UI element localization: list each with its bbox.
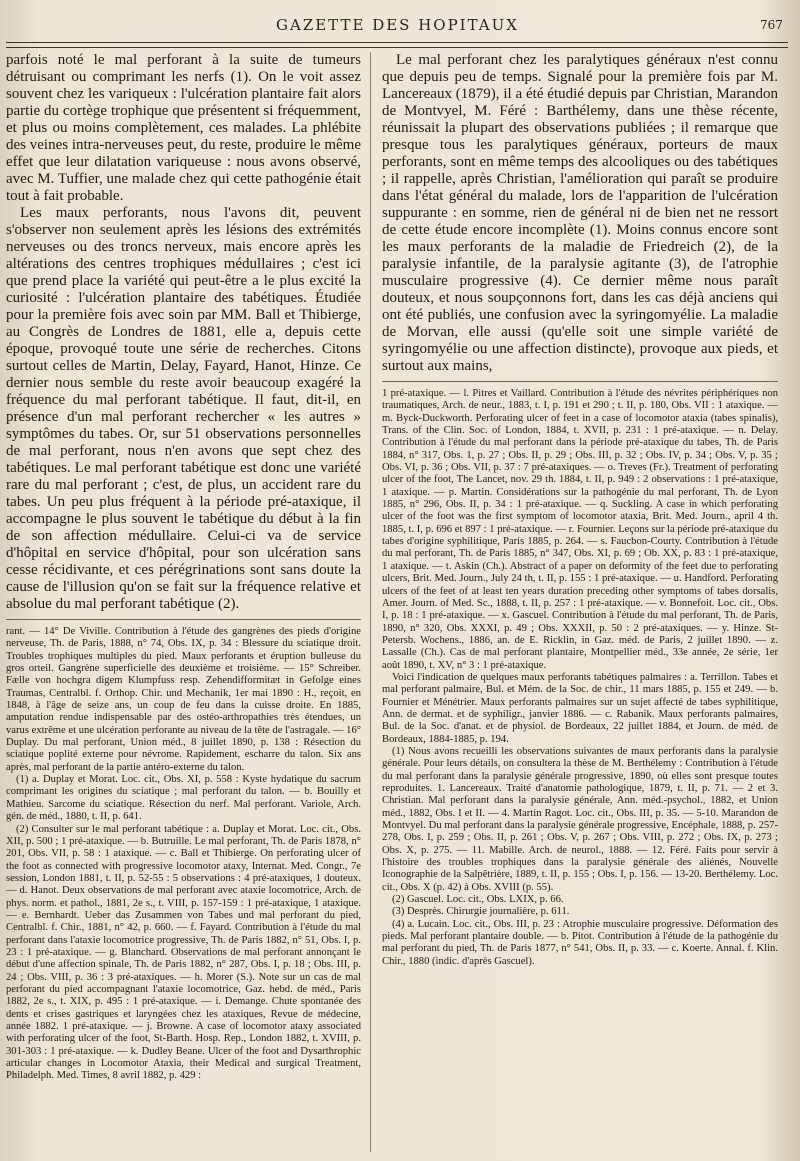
page-header [0,14,800,44]
footnote-1: (1) a. Duplay et Morat. Loc. cit., Obs. XI, p. 558 : Kyste hydatique du sacrum comprimant les origines du sciatique ; mal perforant du talon. — b. Bouilly et Mathieu. Sarcome du sciatique. Résection du nerf. Mal perforant. Variole, Arch. gén. de méd., 1880, t. II, p. 641. [6,774,361,823]
footnote-2: (2) Gascuel. Loc. cit., Obs. LXIX, p. 66. [392,894,564,906]
footnote-rule [6,619,361,620]
footnote-1: (1) Nous avons recueilli les observations suivantes de maux perforants dans la paralysie générale. Pour leurs détails, on consultera la thèse de M. Berthélemy : Contribution à l'étude du mal perforant dans la paralysie générale progressive, 1890, où elles sont presque toutes reproduites. 1. Lancereaux. Traité d'anatomie pathologique, 1879, t. II, p. 71. — 2 et 3. Christian. Mal perforant dans la paralysie générale, Ann. méd.-psychol., 1882, et Union méd., 1882, Obs. I et II. — 4. Martin Ragot. Loc. cit., Obs. III, p. 35. — 5-10. Marandon de Montvyel. Du mal perforant dans la paralysie générale progressive, Encéphale, 1888, p. 257-278, Obs. I, p. 259 ; Obs. II, p. 261 ; Obs. V, p. 267 ; Obs. VIII, p. 272 ; Obs. IX, p. 273 ; Obs. X, p. 275. — 11. Mabille. Arch. de neurol., 1888. — 12. Féré. Faits pour servir à l'histoire des troubles trophiques dans la paralysie générale des aliénés, Nouvelle Iconographie de la Salpêtrière, 1889, t. II, p. 155 ; Obs. I, p. 156. — 13-20. Berthélemy. Loc. cit., Obs. X (p. 42) à Obs. XVIII (p. 55). [382,745,778,893]
footnote-continued: rant. — 14° De Viville. Contribution à l'étude des gangrènes des pieds d'origine nerveuse, Th. de Paris, 1888, n° 74, Obs. IX, p. 34 : Blessure du sciatique droit. Troubles trophiques multiples du pied. Maux perforants et éruption bulleuse du gros orteil. Gangrène superficielle des deuxième et troisième. — 15° Schreiber. Fælle von hochgra digem Klumpfuss resp. Zehendifformitæt in Gefolge eines Traumas, Centralbl. f. Orthop. Chir. und Mechanik, 1er mai 1890 : H., reçoit, en 1848, à l'âge de seize ans, un coup de feu dans la cuisse droite. En 1885, amputation rendue indispensable par des ostéo-arthropathies très étendues, un varus extrême et une ulcération perforante au niveau de la tête de l'astragale. — 16° Duplay. Du mal perforant, Union méd., 8 juillet 1890, p. 138 : Résection du sciatique poplité externe pour névrome. Rapidement, escharre du talon. Six ans après, mal perforant de la partie antéro-externe du talon. [6,626,361,773]
header-rule [6,42,788,48]
left-body-paragraph-2: Les maux perforants, nous l'avons dit, peuvent s'observer non seulement après les lésions des extrémités nerveuses ou des troncs nerveux, mais encore après les altérations des centres trophiques médullaires ; c'est ici que prend place la variété qui peut-être a le plus excité la curiosité : l'ulcération plantaire des tabétiques. Étudiée pour la première fois avec soin par MM. Ball et Thibierge, au Congrès de Londres de 1881, elle a, depuis cette époque, provoqué toute une série de recherches. Citons surtout celles de Martin, Delay, Fayard, Hanot, Hinze. Ce dernier nous semble du reste avoir beaucoup exagéré la fréquence du mal perforant tabétique. Il faut, dit-il, en présence d'un mal perforant rechercher « les autres » symptômes du tabes. Or, sur 51 observations personnelles de mal perforant, nous n'en avons que sept chez des tabétiques. Le mal perforant tabétique est donc une variété rare du mal perforant ; c'est, de plus, un accident rare du tabes. Un peu plus fréquent à la période pré-ataxique, il accompagne le plus souvent le tabétique du début à la fin de son affection médullaire. Celui-ci va de service d'hôpital en service d'hôpital, pour son ulcération sans cesse récidivante, et ces pérégrinations sont sans doute la cause de l'illusion qu'on se fait sur la fréquence relative et absolue du mal perforant tabétique (2). [6,205,361,612]
footnote-palmar: Voici l'indication de quelques maux perforants tabétiques palmaires : a. Terrillon. Tabes et mal perforant palmaire, Bul. et Mém. de la Soc. de chir., 11 mars 1885, p. 155 et 249. — b. Fournier et Ménétrier. Maux perforants palmaires sur un sujet affecté de tabes syphilitique, Ann. de dermat. et de syphiligr., janvier 1886. — c. Rabanik. Maux perforants palmaires, Bul. de la Soc. d'anat. et de physiol. de Bordeaux, 22 juillet 1884, et Journ. de méd. de Bordeaux, 1884-1885, p. 194. [382,671,778,745]
left-body-paragraph-1: parfois noté le mal perforant à la suite de tumeurs détruisant ou comprimant les nerfs (1). On le voit assez souvent chez les variqueux : l'ulcération plantaire fait alors partie du cortège trophique que présentent si fréquemment, et plus ou moins complètement, ces malades. La phlébite des veines intra-nerveuses peut, du reste, produire le même effet que leur dilatation variqueuse : nous avons observé, avec M. Tuffier, une malade chez qui cette pathogénie était tout à fait probable. [6,52,361,204]
journal-title: GAZETTE DES HOPITAUX [276,16,519,34]
right-column [376,52,784,968]
right-footnotes [376,388,784,968]
column-divider [370,52,371,1152]
left-footnotes [0,626,367,1083]
footnote-3: (3) Desprès. Chirurgie journalière, p. 611. [392,906,570,918]
page-number: 767 [760,18,783,32]
footnote-rule [382,381,778,382]
footnote-4: (4) a. Lucain. Loc. cit., Obs. III, p. 23 : Atrophie musculaire progressive. Déformation des pieds. Mal perforant plantaire double. — b. Pitot. Contribution à l'étude de la pathogénie du mal perforant du pied, Th. de Paris 1877, n° 541, Obs. II, p. 33. — c. Koerte. Annal. f. Klin. Chir., 1880 (indic. d'après Gascuel). [382,918,778,967]
footnote-2: (2) Consulter sur le mal perforant tabétique : a. Duplay et Morat. Loc. cit., Obs. XII, p. 500 ; 1 pré-ataxique. — b. Butruille. Le mal perforant, Th. de Paris 1878, n° 201, Obs. VII, p. 58 : 1 ataxique. — c. Ball et Thibierge. On perforating ulcer of the foot as connected with progressive locomotor ataxy, Internat. Med. Congr., 7e session, London 1881, t. II, p. 52-55 : 5 observations : 4 pré-ataxiques, 1 douteux. — d. Hanot. Deux observations de mal perforant avec ataxie locomotrice, Arch. de phys. norm. et pathol., 1881, 2e s., t. VIII, p. 157-159 : 1 pré-ataxique, 1 ataxique. — e. Bernhardt. Ueber das Zusammen von Tabes und mal perforant du pied, Centralbl. f. Chir., 1881, n° 42, p. 660. — f. Fayard. Contribution à l'étude du mal perforant dans l'ataxie locomotrice progressive, Th. de Paris 1882, n° 51, Obs. I, p. 23 : 1 pré-ataxique. — g. Blanchard. Observations de mal perforant annonçant le début d'une affection spinale, Th. de Paris 1882, n° 287, Obs. I, p. 18 ; Obs. III, p. 24 ; Obs. VIII, p. 36 : 3 pré-ataxiques. — h. Morer (S.). Note sur un cas de mal perforant du pied accompagnant l'ataxie locomotrice, Gaz. hebd. de méd., Paris 1882, 2e s., t. XIX, p. 495 : 1 pré-ataxique. — i. Demange. Chute spontanée des dents et crises gastriques et laryngées chez les ataxiques, Revue de médecine, année 1882. 1 pré-ataxique. — j. Browne. A case of locomotor ataxy associated with perforating ulcer of the foot, St-Barth. Hosp. Rep., London 1882, t. XVIII, p. 301-303 : 1 pré-ataxique. — k. Dudley Beane. Ulcer of the foot and Dysarthrophic articular changes in Locomotor Ataxia, their Medical and surgical Treatment, Philadelph. Med. Times, 8 avril 1882, p. 429 : [6,823,361,1082]
footnote-continued: 1 pré-ataxique. — l. Pitres et Vaillard. Contribution à l'étude des névrites périphériques non traumatiques, Arch. de neur., 1883, t. I, p. 191 et 290 ; t. II, p. 180, Obs. VII : 1 ataxique. — m. Byck-Duckworth. Perforating ulcer of feet in a case of locomotor ataxia (tabes spinalis), Trans. of the Clin. Soc. of London, 1884, t. XVII, p. 231 : 1 pré-ataxique. — n. Delay. Contribution à l'étude du mal perforant dans la période pré-ataxique du tabes, Th. de Paris 1884, n° 317, Obs. 1, p. 27 ; Obs. II, p. 29 ; Obs. III, p. 32 ; Obs. IV, p. 34 ; Obs. V, p. 35 ; Obs. VI, p. 36 ; Obs. VII, p. 37 : 7 pré-ataxiques. — o. Treves (Fr.). Treatment of perforating ulcer of the foot, The Lancet, nov. 29 th. 1884, t. II, p. 949 : 2 observations : 1 pré-ataxique, 1 ataxique. — p. Martin. Considérations sur la pathogénie du mal perforant, Th. de Lyon 1885, n° 296, Obs. II, p. 34 : 1 pré-ataxique. — q. Suckling. A case in which perforating ulcer of the foot was the first symptom of locomotor ataxia, Brit. Med. Journ., april 4 th. 1885, t. I, p. 696 et 897 : 1 pré-ataxique. — r. Fournier. Leçons sur la période pré-ataxique du tabes d'origine syphilitique, Paris 1885, p. 264. — s. Faucbon-Courty. Contribution à l'étude du mal perforant, Th. de Paris 1885, n° 347, Obs. XI, p. 69 ; Ob. XX, p. 83 : 1 pré-ataxique, 1 ataxique. — t. Askin (Ch.). Abstract of a paper on deformity of the feet due to perforating ulcers, Brit. Med. Journ., July 24 th, t. II, p. 155 : 1 pré-ataxique. — u. Handford. Perforating ulcers of the feet of at least ten years duration preceding other symptoms of tabes dorsalis, Amer. Journ. of Med. Sc., 1888, t. II, p. 257 : 1 pré-ataxique. — v. Bonnefoit. Loc. cit., Obs. I, p. 18 : 1 pré-ataxique. — x. Gascuel. Contribution à l'étude du mal perforant, Th. de Paris, 1890, n° 320, Obs. XXXI, p. 49 ; Obs. XXXII, p. 50 : 2 pré-ataxiques. — y. Hinze. St-Petersb. Wochens., 1886, an. de E. Ricklin, in Gaz. méd. de Paris, 2 juillet 1890. — z. Lassalle (Ch.). Cas de mal perforant plantaire, Montpellier méd., 33e année, 2e série, 1er août 1890, t. XV, n° 3 : 1 pré-ataxique. [382,388,778,671]
left-column [0,52,367,1083]
right-body-paragraph-1: Le mal perforant chez les paralytiques généraux n'est connu que depuis peu de temps. Signalé pour la première fois par M. Lancereaux (1879), il a été étudié depuis par Christian, Marandon de Montvyel, M. Féré : Barthélemy, dans une thèse récente, réunissait la plupart des observations publiées ; il remarque que presque tous les paralytiques généraux, porteurs de maux perforants, sont en même temps des alcooliques ou des tabétiques ; il rappelle, après Christian, l'amélioration qui paraît se produire dans l'état général du malade, lors de l'apparition de l'ulcération suppurante : en somme, rien de général ni de bien net ne ressort de cette étude encore incomplète (1). Moins connus encore sont les maux perforants de la maladie de Friedreich (2), de la paralysie infantile, de la paralysie agitante (3), de l'atrophie musculaire progressive (4). Ce dernier même nous paraît douteux, et nous soupçonnons fort, dans les cas déjà anciens qui ont été publiés, une confusion avec la syringomyélie. La maladie de Morvan, elle aussi (qu'elle soit une simple variété de syringomyélie ou une affection distincte), provoque aux pieds, et surtout aux mains, [382,52,778,374]
